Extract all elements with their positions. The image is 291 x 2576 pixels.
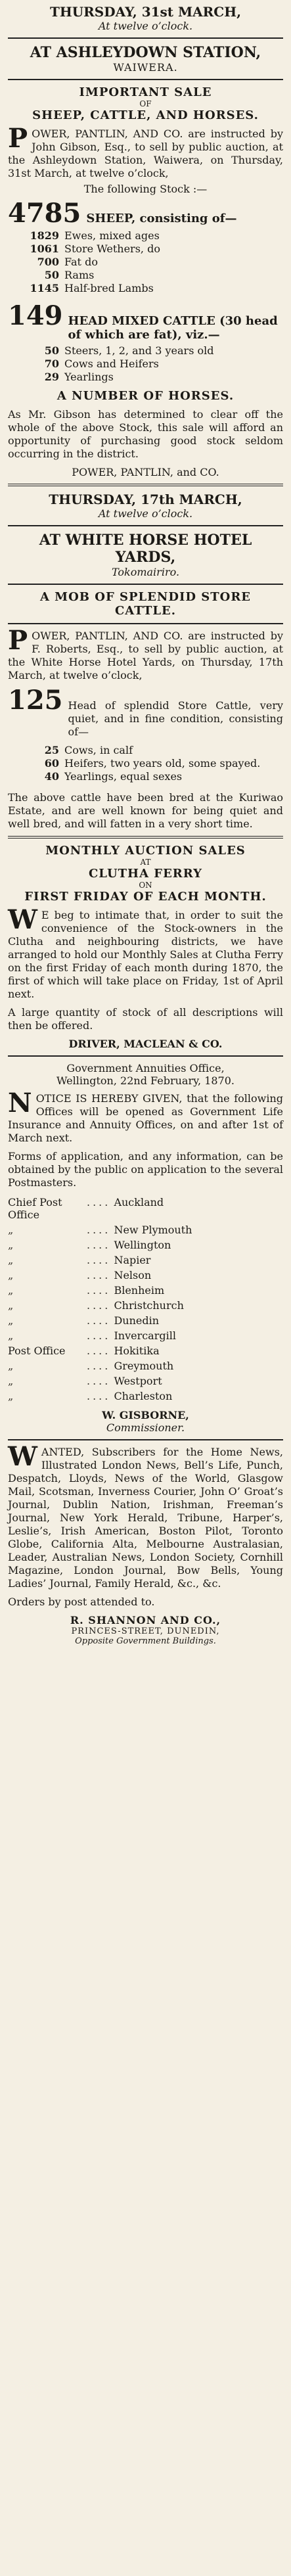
ad3-sign: DRIVER, MACLEAN & CO. [68,1038,223,1050]
ad2-time: At twelve o’clock. [98,507,193,520]
list-item: 1829 Ewes, mixed ages [30,229,160,242]
divider [8,1055,283,1057]
ad1-intro-text: OWER, PANTLIN, AND CO. are instructed by John Gibson, Esq., to sell by public auction, at the Ashleydown Station, Waiwera, on Thursday, 31st March, at twelve o’clock, [8,127,283,179]
sheep-count: 4785 [8,198,81,229]
divider [8,623,283,624]
ad-subscribers-wanted [8,1441,283,1646]
ad5-orders: Orders by post attended to. [8,1596,155,1608]
divider [8,836,283,839]
ad1-closing: As Mr. Gibson has determined to clear off the whole of the above Stock, this sale will afford an opportunity of purchasing good stock seldom occurring in the district. [8,408,283,460]
ad1-sign: POWER, PANTLIN, and CO. [72,466,219,478]
dropcap: W [8,1441,37,1472]
ad4-body [8,1088,283,1145]
ad4-date: Wellington, 22nd February, 1870. [56,1074,235,1087]
cattle-items [20,744,283,783]
sheep-label: SHEEP, consisting of— [86,212,237,225]
list-item: 60 Heifers, two years old, some spayed. [44,757,261,770]
table-row: „ .... Charleston [8,1390,173,1402]
head-count: 125 [8,685,63,716]
cattle-count: 149 [8,300,63,331]
ad-government-annuities [8,1062,283,1434]
divider [8,79,283,80]
head-label: Head of splendid Store Cattle, very quiet, and in fine condition, consisting of— [68,699,283,738]
ad4-body-text: OTICE IS HEREBY GIVEN, that the following Offices will be opened as Government Life Insurance and Annuity Offices, on and after 1st of March next. [8,1092,283,1144]
ad1-place: WAIWERA. [113,61,178,74]
dropcap: P [8,123,28,154]
ad-clutha-ferry [8,844,283,1050]
divider [8,484,283,486]
ad4-sign: W. GISBORNE, [102,1409,189,1421]
ad1-following: The following Stock :— [83,183,208,195]
ad4-office: Government Annuities Office, [66,1062,225,1074]
table-row: „ .... Nelson [8,1269,152,1281]
list-item: 29 Yearlings [44,371,114,383]
ad5-body [8,1441,283,1590]
divider [8,37,283,39]
cattle-list [20,344,283,384]
ad2-place: Tokomairiro. [111,566,180,578]
ad1-station: AT ASHLEYDOWN STATION, [30,44,261,61]
dropcap: N [8,1088,32,1118]
sheep-list [20,229,283,295]
ad4-forms: Forms of application, and any information, can be obtained by the public on application to the several Postmasters. [8,1150,283,1189]
table-row: „ .... Westport [8,1375,162,1387]
ad1-cattle-count [8,300,283,342]
list-item: 50 Steers, 1, 2, and 3 years old [44,344,214,357]
ad2-date: THURSDAY, 17th MARCH, [49,492,242,507]
ad1-time: At twelve o’clock. [98,20,193,32]
ad3-friday: FIRST FRIDAY OF EACH MONTH. [24,890,267,904]
ad5-opposite: Opposite Government Buildings. [75,1636,216,1646]
ad3-note: A large quantity of stock of all descriptions will then be offered. [8,1006,283,1032]
list-item: 1061 Store Wethers, do [30,242,160,255]
ad2-head-count [8,687,283,739]
ad3-at: AT [140,858,151,867]
table-row: „ .... Wellington [8,1239,171,1251]
ad3-title: MONTHLY AUCTION SALES [45,844,246,858]
ad5-body-text: ANTED, Subscribers for the Home News, Illustrated London News, Bell’s Life, Punch, Despatch, Lloyds, News of the World, Glasgow Mail, Scotsman, Inverness Courier, John O’ Groat’s Journal, Dublin Nation, Irishman, Freeman’s Journal, New York Herald, Tribune, Harper’s, Leslie’s, Irish American, Boston Pilot, Toronto Globe, California Alta, Melbourne Australasian, Leader, Australian News, London Society, Cornhill Magazine, London Journal, Bow Bells, Young Ladies’ Journal, Family Herald, &c., &c. [8,1446,283,1590]
ad1-kinds: SHEEP, CATTLE, AND HORSES. [32,108,259,122]
cattle-label: HEAD MIXED CATTLE (30 head of which are fat), viz.— [68,314,278,342]
list-item: 40 Yearlings, equal sexes [44,770,183,783]
chief-post-office-label: Chief Post Office [8,1196,62,1221]
ad2-intro-text: OWER, PANTLIN, AND CO. are instructed by F. Roberts, Esq., to sell by public auction, at the White Horse Hotel Yards, on Thursday, 17th March, at twelve o’clock, [8,630,283,681]
ad1-important: IMPORTANT SALE [79,85,212,99]
table-row: Chief Post Office .... Auckland [8,1196,164,1221]
table-row: „ .... Blenheim [8,1284,165,1297]
ad5-sign: R. SHANNON AND CO., [70,1614,221,1626]
ad3-body-text: E beg to intimate that, in order to suit the convenience of the Stock-owners in the Clutha and neighbouring districts, we have arranged to hold our Monthly Sales at Clutha Ferry on the first Friday of each month during 1870, the first of which will take place on Friday, 1st of April next. [8,909,283,1000]
dropcap: P [8,625,28,656]
list-item: 70 Cows and Heifers [44,357,159,370]
ad1-intro-paragraph [8,123,283,180]
table-row: „ .... Invercargill [8,1329,176,1342]
ad5-address: PRINCES-STREET, DUNEDIN, [71,1626,220,1636]
table-row: „ .... Dunedin [8,1314,160,1327]
divider [8,1439,283,1440]
table-row: „ .... New Plymouth [8,1224,192,1236]
post-office-label: Post Office [8,1345,66,1357]
table-row: „ .... Napier [8,1254,151,1266]
ad3-ferry: CLUTHA FERRY [88,867,203,881]
table-row: „ .... Christchurch [8,1299,184,1312]
ad1-date: THURSDAY, 31st MARCH, [49,4,242,20]
ad1-sheep-count [8,200,283,227]
table-row: Post Office .... Hokitika [8,1345,160,1357]
dropcap: W [8,904,37,935]
ad4-title: Commissioner. [106,1421,185,1434]
ad3-on: ON [139,881,152,890]
divider [8,525,283,526]
ad1-of: OF [139,99,152,108]
list-item: 1145 Half-bred Lambs [30,282,154,294]
ad2-closing: The above cattle have been bred at the Kuriwao Estate, and are well known for being quiet and well bred, and will fatten in a very short time. [8,791,283,830]
ad3-body [8,904,283,1001]
ad-white-horse [8,492,283,831]
list-item: 25 Cows, in calf [44,744,133,756]
ad2-intro-paragraph [8,625,283,682]
ad2-venue: AT WHITE HORSE HOTEL YARDS, [39,532,252,566]
list-item: 700 Fat do [37,256,98,268]
ad-ashleydown [8,4,283,478]
ad1-horses: A NUMBER OF HORSES. [56,389,235,403]
ad2-headline: A MOB OF SPLENDID STORE CATTLE. [39,590,252,618]
list-item: 50 Rams [44,269,95,281]
post-office-table [8,1195,283,1404]
divider [8,584,283,585]
table-row: „ .... Greymouth [8,1360,174,1372]
